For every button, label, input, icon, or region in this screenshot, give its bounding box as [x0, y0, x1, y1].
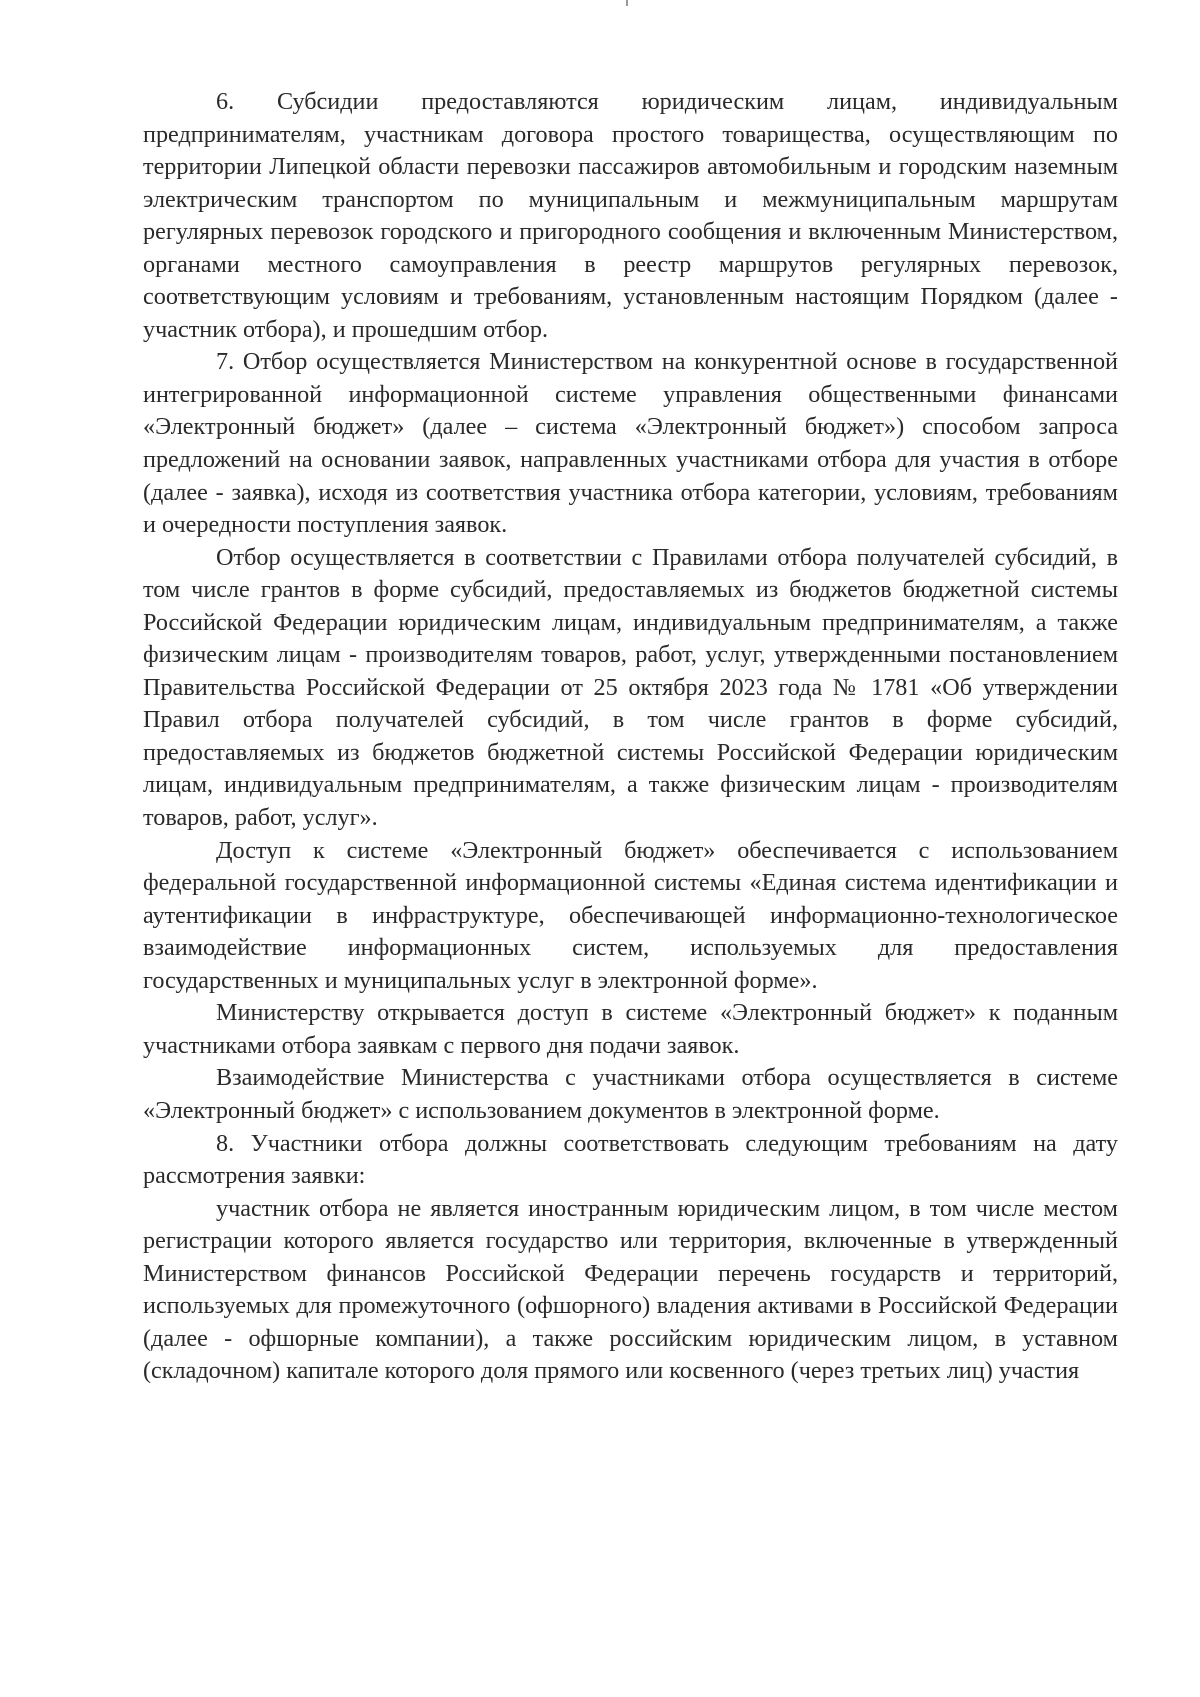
- paragraph-6: 6. Субсидии предоставляются юридическим лицам, индивидуальным предпринимателям, участникам договора простого товарищества, осуществляющим по территории Липецкой области перевозки пассажиров автомобильным и городским наземным электрическим транспортом по муниципальным и межмуниципальным маршрутам регулярных перевозок городского и пригородного сообщения и включенным Министерством, органами местного самоуправления в реестр маршрутов регулярных перевозок, соответствующим условиям и требованиям, установленным настоящим Порядком (далее - участник отбора), и прошедшим отбор.: [143, 88, 1118, 343]
- paragraph-7-interaction: Взаимодействие Министерства с участниками отбора осуществляется в системе «Электронный бюджет» с использованием документов в электронной форме.: [143, 1064, 1118, 1124]
- paragraph-7-access: Доступ к системе «Электронный бюджет» обеспечивается с использованием федеральной государственной информационной системы «Единая система идентификации и аутентификации в инфраструктуре, обеспечивающей информационно-технологическое взаимодействие информационных систем, используемых для предоставления государственных и муниципальных услуг в электронной форме».: [143, 836, 1118, 994]
- paragraph-7-rules: Отбор осуществляется в соответствии с Правилами отбора получателей субсидий, в том числе грантов в форме субсидий, предоставляемых из бюджетов бюджетной системы Российской Федерации юридическим лицам, индивидуальным предпринимателям, а также физическим лицам - производителям товаров, работ, услуг, утвержденными постановлением Правительства Российской Федерации от 25 октября 2023 года № 1781 «Об утверждении Правил отбора получателей субсидий, в том числе грантов в форме субсидий, предоставляемых из бюджетов бюджетной системы Российской Федерации юридическим лицам, индивидуальным предпринимателям, а также физическим лицам - производителям товаров, работ, услуг».: [143, 543, 1118, 832]
- paragraph-7-ministry-access: Министерству открывается доступ в системе «Электронный бюджет» к поданным участниками отбора заявкам с первого дня подачи заявок.: [143, 999, 1118, 1059]
- paragraph-7: 7. Отбор осуществляется Министерством на конкурентной основе в государственной интегрированной информационной системе управления общественными финансами «Электронный бюджет» (далее – система «Электронный бюджет») способом запроса предложений на основании заявок, направленных участниками отбора для участия в отборе (далее - заявка), исходя из соответствия участника отбора категории, условиям, требованиям и очередности поступления заявок.: [143, 348, 1118, 539]
- paragraph-8: 8. Участники отбора должны соответствовать следующим требованиям на дату рассмотрения заявки:: [143, 1129, 1118, 1190]
- page-top-mark: [626, 0, 628, 6]
- document-body: [143, 86, 1118, 1388]
- paragraph-8-requirement-1: участник отбора не является иностранным юридическим лицом, в том числе местом регистрации которого является государство или территория, включенные в утвержденный Министерством финансов Российской Федерации перечень государств и территорий, используемых для промежуточного (офшорного) владения активами в Российской Федерации (далее - офшорные компании), а также российским юридическим лицом, в уставном (складочном) капитале которого доля прямого или косвенного (через третьих лиц) участия: [143, 1194, 1118, 1385]
